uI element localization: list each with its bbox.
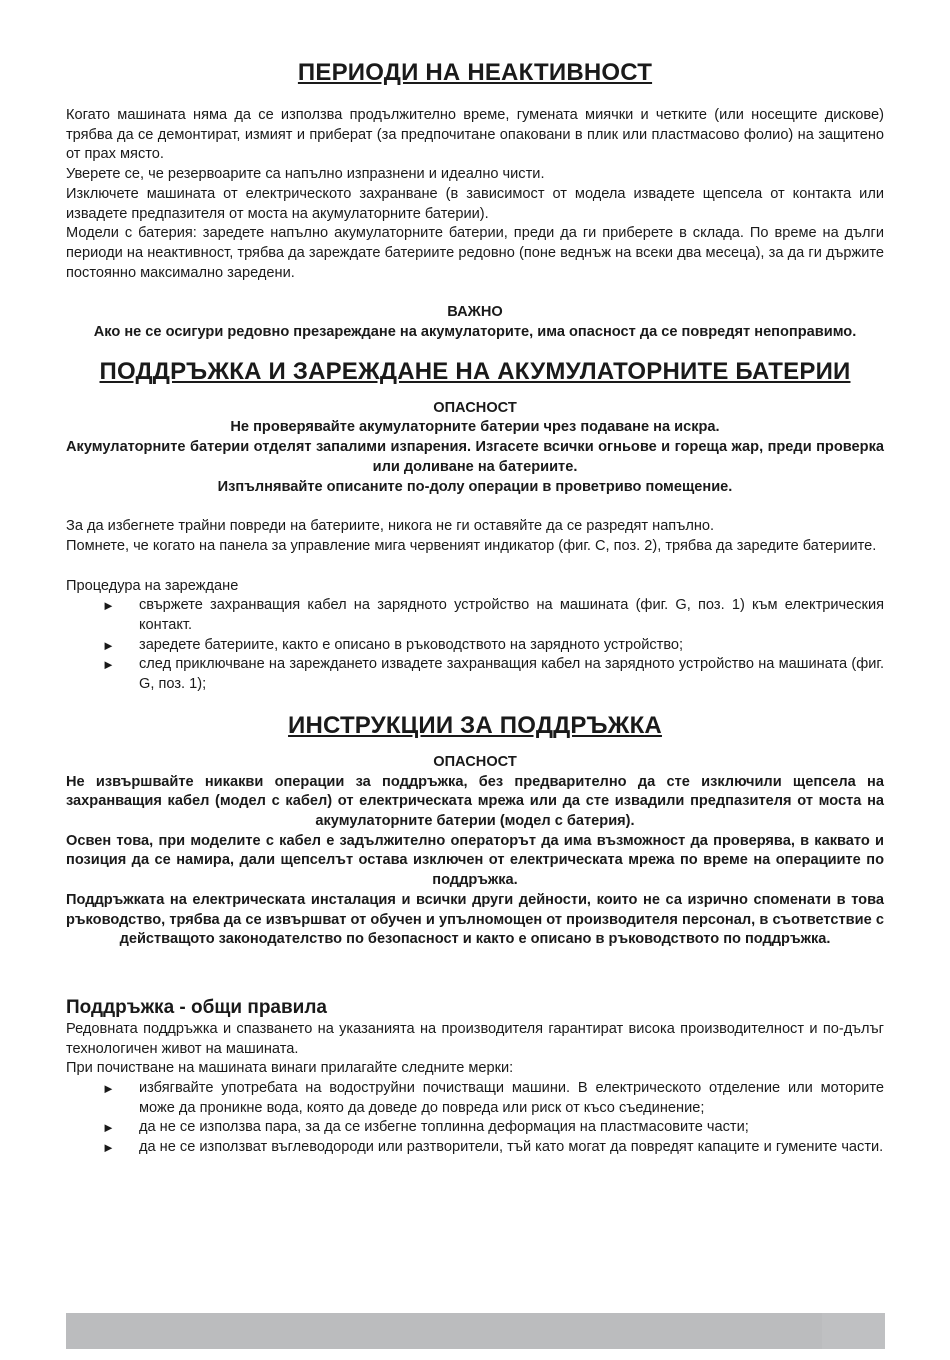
- paragraph: Изключете машината от електрическото захранване (в зависимост от модела извадете щепсела от контакта или извадете предпазителя от моста на акумулаторните батерии).: [66, 185, 884, 222]
- arrow-bullet-icon: ►: [102, 1120, 115, 1136]
- procedure-label: Процедура на зареждане: [66, 577, 239, 594]
- paragraph: Уверете се, че резервоарите са напълно изпразнени и идеално чисти.: [66, 166, 545, 183]
- danger-line: Не проверявайте акумулаторните батерии чрез подаване на искра.: [230, 419, 720, 436]
- document-page: [66, 58, 884, 1158]
- list-item: ► свържете захранващия кабел на зарядното устройство на машината (фиг. G, поз. 1) към електрическия контакт.: [102, 597, 884, 634]
- important-text: Ако не се осигури редовно презареждане на акумулаторите, има опасност да се повредят непоправимо.: [93, 324, 857, 341]
- danger-paragraph: Освен това, при моделите с кабел е задължително операторът да има възможност да проверява, в каквато и позиция да се намира, дали щепселът остава изключен от електрическата мрежа по време на операциите по поддръжка.: [66, 832, 884, 889]
- section-title-maintenance: ИНСТРУКЦИИ ЗА ПОДДРЪЖКА: [288, 711, 662, 739]
- arrow-bullet-icon: ►: [102, 1140, 115, 1156]
- paragraph: При почистване на машината винаги прилагайте следните мерки:: [66, 1060, 514, 1077]
- danger-line: Акумулаторните батерии отделят запалими изпарения. Изгасете всички огньове и гореща жар, преди проверка или доливане на батериите.: [66, 439, 884, 475]
- list-item: ► да не се използват въглеводороди или разтворители, тъй като могат да повредят капаците и гумените части.: [66, 1138, 884, 1158]
- list-item: ► заредете батериите, както е описано в ръководството на зарядното устройство;: [66, 636, 884, 656]
- section-title-battery: ПОДДРЪЖКА И ЗАРЕЖДАНЕ НА АКУМУЛАТОРНИТЕ БАТЕРИИ: [99, 357, 851, 385]
- danger-paragraph: Поддръжката на електрическата инсталация и всички други дейности, които не са изрично споменати в това ръководство, трябва да се извършват от обучен и упълномощен от производителя персонал, в съответствие с действащото законодателство по безопасност и както е описано в ръководството по поддръжка.: [66, 891, 884, 948]
- arrow-bullet-icon: ►: [102, 598, 115, 614]
- danger-paragraph: Не извършвайте никакви операции за поддръжка, без предварително да сте изключили щепсела на захранващия кабел (модел с кабел) от електрическата мрежа или да сте извадили предпазителя от моста на акумулаторните батерии (модел с батерия).: [66, 773, 884, 829]
- footer-page-tab: [822, 1313, 885, 1349]
- danger-label: ОПАСНОСТ: [433, 753, 517, 770]
- paragraph: Модели с батерия: заредете напълно акумулаторните батерии, преди да ги приберете в склада. По време на дълги периоди на неактивност, трябва да зареждате батериите редовно (поне веднъж на всеки два месеца), за да ги държите постоянно максимално заредени.: [66, 225, 884, 281]
- list-item: ► след приключване на зареждането извадете захранващия кабел на зарядното устройство на машината (фиг. G, поз. 1);: [102, 656, 884, 693]
- paragraph: За да избегнете трайни повреди на батериите, никога не ги оставяйте да се разредят напълно.: [66, 518, 715, 535]
- arrow-bullet-icon: ►: [102, 637, 115, 653]
- important-label: ВАЖНО: [447, 304, 503, 321]
- list-item: ► избягвайте употребата на водоструйни почистващи машини. В електрическото отделение или моторите може да проникне вода, която да доведе до повреда или риск от късо съединение;: [102, 1080, 884, 1116]
- danger-line: Изпълнявайте описаните по-долу операции в проветриво помещение.: [217, 478, 733, 495]
- danger-notice-maintenance: [66, 753, 884, 950]
- section-title-inactivity: ПЕРИОДИ НА НЕАКТИВНОСТ: [297, 59, 653, 86]
- subheading-general-rules: Поддръжка - общи правила: [66, 996, 327, 1018]
- paragraph: Редовната поддръжка и спазването на указанията на производителя гарантират висока производителност и по-дълъг технологичен живот на машината.: [66, 1020, 884, 1057]
- danger-notice-battery: [66, 399, 884, 498]
- cleaning-measures-list: [66, 1079, 884, 1158]
- arrow-bullet-icon: ►: [102, 1081, 115, 1097]
- paragraph: Помнете, че когато на панела за управление мига червеният индикатор (фиг. C, поз. 2), трябва да заредите батериите.: [66, 537, 877, 554]
- charging-steps-list: [66, 596, 884, 695]
- paragraph: Когато машината няма да се използва продължително време, гумената миячки и четките (или носещите дискове) трябва да се демонтират, измият и приберат (за предпочитане опаковани в плик или пластмасово фолио) на защитено от прах място.: [66, 107, 884, 163]
- list-item: ► да не се използва пара, за да се избегне топлинна деформация на пластмасовите части;: [66, 1118, 884, 1138]
- important-notice: [66, 303, 884, 342]
- danger-label: ОПАСНОСТ: [433, 399, 517, 416]
- arrow-bullet-icon: ►: [102, 657, 115, 673]
- footer-bar: [66, 1313, 885, 1349]
